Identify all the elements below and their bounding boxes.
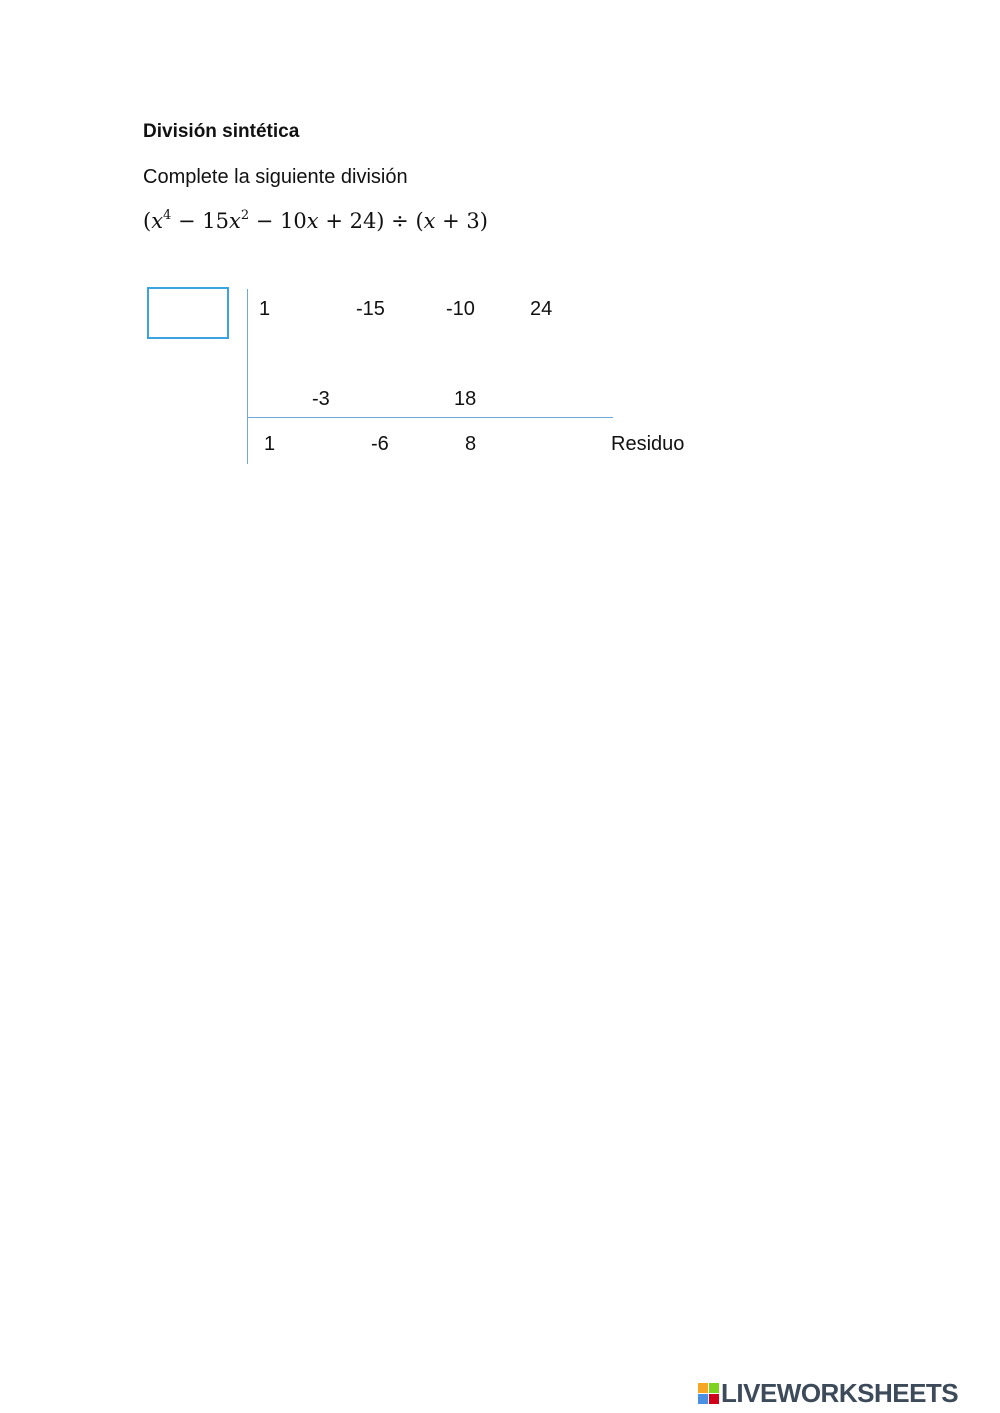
divisor-answer-input[interactable]	[147, 287, 229, 339]
coefficient-1: 1	[259, 298, 271, 320]
product-2: 18	[454, 388, 477, 410]
result-1: 1	[264, 433, 276, 455]
logo-mark-icon	[698, 1383, 719, 1404]
division-horizontal-line	[247, 417, 613, 418]
remainder-label: Residuo	[611, 433, 685, 455]
product-1: -3	[312, 388, 330, 410]
logo-text: LIVEWORKSHEETS	[721, 1378, 959, 1408]
result-3: 8	[465, 433, 477, 455]
result-2: -6	[371, 433, 389, 455]
coefficient-4: 24	[530, 298, 553, 320]
division-vertical-line	[247, 289, 248, 464]
coefficient-2: -15	[356, 298, 385, 320]
instruction-text: Complete la siguiente división	[143, 166, 408, 188]
coefficient-3: -10	[446, 298, 475, 320]
liveworksheets-logo	[698, 1378, 958, 1409]
polynomial-expression: $(x^4 - 15x^2 - 10x + 24) \div (x + 3)$	[143, 208, 488, 233]
worksheet-title: División sintética	[143, 121, 300, 142]
